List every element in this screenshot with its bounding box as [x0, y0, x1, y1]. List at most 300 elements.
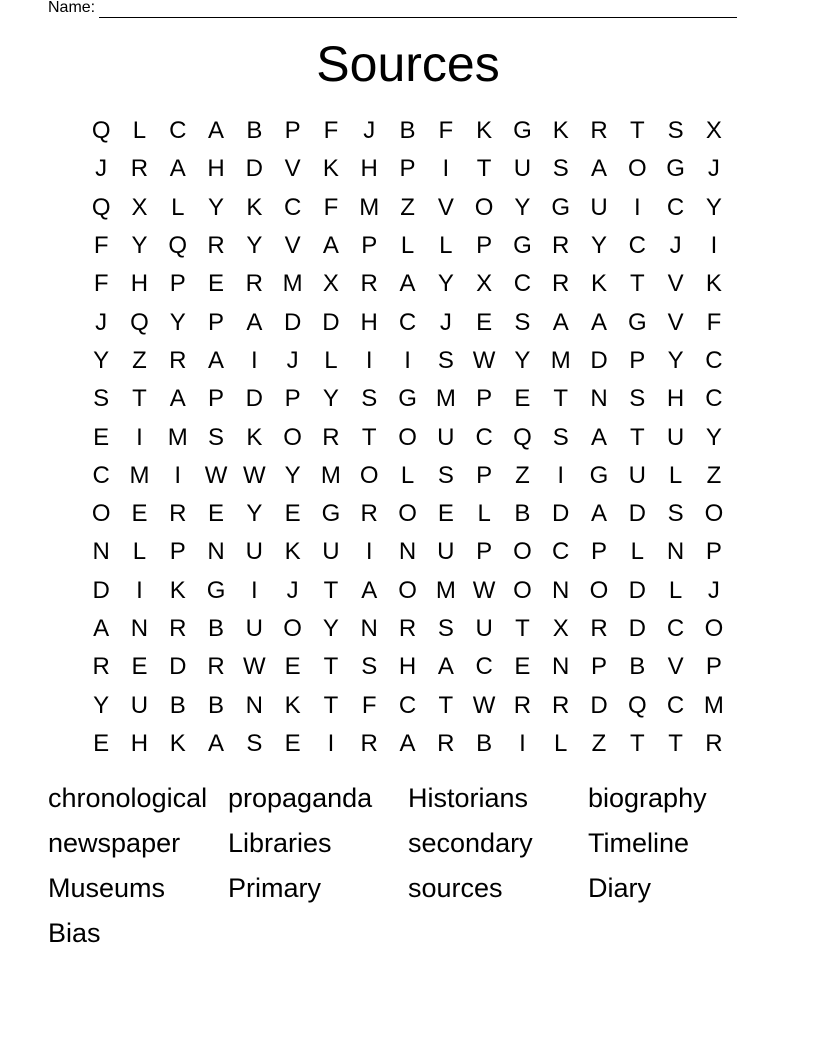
grid-letter[interactable]: A [399, 729, 416, 757]
grid-letter[interactable]: Y [591, 232, 608, 260]
word-list-item: secondary [408, 828, 533, 858]
grid-letter[interactable]: M [129, 461, 150, 489]
grid-letter[interactable]: H [360, 155, 378, 183]
grid-letter[interactable]: E [131, 653, 148, 681]
grid-letter[interactable]: N [130, 615, 149, 642]
grid-letter[interactable]: S [361, 385, 378, 413]
grid-letter[interactable]: S [437, 346, 454, 374]
grid-letter[interactable]: O [283, 615, 302, 642]
grid-letter[interactable]: Y [322, 615, 339, 642]
grid-letter[interactable]: H [207, 155, 225, 183]
word-list-item: Diary [588, 873, 652, 903]
grid-letter[interactable]: R [437, 729, 455, 757]
grid-letter[interactable]: C [628, 232, 646, 260]
grid-letter[interactable]: U [322, 538, 340, 566]
name-input-line[interactable] [99, 2, 737, 18]
grid-letter[interactable]: L [400, 232, 415, 260]
grid-letter[interactable]: L [400, 461, 415, 489]
grid-letter[interactable]: D [628, 615, 646, 642]
grid-letter[interactable]: Y [246, 232, 263, 260]
grid-letter[interactable]: D [590, 691, 608, 719]
grid-letter[interactable]: M [703, 691, 724, 719]
grid-letter[interactable]: U [437, 423, 455, 451]
grid-letter[interactable]: D [590, 346, 608, 374]
grid-letter[interactable]: P [705, 538, 722, 566]
grid-letter[interactable]: L [554, 729, 568, 757]
grid-letter[interactable]: A [361, 576, 378, 604]
grid-letter[interactable]: H [130, 729, 149, 757]
grid-letter[interactable]: H [398, 653, 417, 681]
grid-letter[interactable]: T [438, 691, 454, 719]
grid-letter[interactable]: B [399, 117, 416, 145]
grid-letter[interactable]: G [206, 576, 226, 604]
grid-letter[interactable]: L [132, 117, 147, 145]
grid-letter[interactable]: Y [322, 385, 339, 413]
grid-letter[interactable]: E [284, 653, 301, 681]
grid-letter[interactable]: P [399, 155, 416, 183]
grid-letter[interactable]: R [705, 729, 723, 757]
grid-letter[interactable]: G [551, 193, 571, 221]
word-list-item: Bias [48, 918, 101, 948]
grid-letter[interactable]: A [591, 155, 608, 183]
grid-letter[interactable]: I [136, 423, 143, 451]
word-list-item: propaganda [228, 783, 373, 813]
grid-letter[interactable]: P [208, 308, 225, 336]
grid-letter[interactable]: C [705, 385, 723, 413]
grid-letter[interactable]: P [284, 117, 301, 145]
grid-letter[interactable]: U [666, 423, 685, 451]
grid-letter[interactable]: E [208, 500, 225, 528]
grid-letter[interactable]: N [552, 576, 570, 604]
grid-letter[interactable]: P [476, 232, 493, 260]
grid-letter[interactable]: X [476, 270, 493, 298]
grid-letter[interactable]: R [169, 615, 187, 642]
grid-letter[interactable]: B [514, 500, 531, 528]
grid-letter[interactable]: F [706, 308, 722, 336]
grid-letter[interactable]: T [476, 155, 492, 183]
grid-letter[interactable]: I [633, 193, 641, 221]
grid-letter[interactable]: S [514, 308, 531, 336]
grid-letter[interactable]: U [513, 155, 532, 183]
grid-letter[interactable]: P [476, 538, 493, 566]
grid-letter[interactable]: R [513, 691, 532, 719]
grid-letter[interactable]: C [666, 691, 685, 719]
grid-letter[interactable]: S [361, 653, 378, 681]
grid-letter[interactable]: W [472, 346, 496, 374]
grid-letter[interactable]: S [437, 461, 454, 489]
grid-letter[interactable]: J [286, 576, 299, 604]
grid-letter[interactable]: Y [131, 232, 148, 260]
grid-letter[interactable]: X [552, 615, 569, 642]
grid-letter[interactable]: T [629, 423, 645, 451]
grid-letter[interactable]: E [476, 308, 493, 336]
grid-letter[interactable]: Q [513, 423, 532, 451]
grid-letter[interactable]: E [437, 500, 454, 528]
grid-letter[interactable]: G [627, 308, 647, 336]
grid-letter[interactable]: J [95, 308, 108, 336]
grid-letter[interactable]: R [590, 615, 608, 642]
grid-letter[interactable]: C [475, 423, 493, 451]
grid-letter[interactable]: K [169, 729, 186, 757]
grid-letter[interactable]: R [590, 117, 608, 145]
grid-letter[interactable]: C [398, 691, 417, 719]
grid-letter[interactable]: F [323, 193, 339, 221]
grid-letter[interactable]: U [245, 538, 263, 566]
grid-letter[interactable]: B [246, 117, 263, 145]
grid-letter[interactable]: O [513, 576, 532, 604]
grid-letter[interactable]: W [243, 653, 266, 681]
grid-letter[interactable]: E [131, 500, 148, 528]
grid-letter[interactable]: X [705, 117, 722, 145]
grid-letter[interactable]: O [91, 500, 111, 528]
grid-letter[interactable]: Z [591, 729, 607, 757]
grid-letter[interactable]: L [132, 538, 147, 566]
grid-letter[interactable]: K [705, 270, 722, 298]
grid-letter[interactable]: F [361, 691, 377, 719]
grid-letter[interactable]: E [93, 423, 110, 451]
grid-letter[interactable]: B [629, 653, 646, 681]
grid-letter[interactable]: R [207, 232, 225, 260]
grid-letter[interactable]: W [204, 461, 228, 489]
grid-letter[interactable]: R [552, 691, 570, 719]
grid-letter[interactable]: E [284, 729, 301, 757]
word-list-item: chronological [48, 783, 208, 813]
grid-letter[interactable]: J [286, 346, 299, 374]
name-field-row [48, 0, 737, 18]
grid-letter[interactable]: T [323, 653, 339, 681]
grid-letter[interactable]: I [557, 461, 565, 489]
grid-letter[interactable]: Y [208, 193, 225, 221]
grid-letter[interactable]: G [589, 461, 609, 489]
grid-letter[interactable]: S [629, 385, 646, 413]
grid-letter[interactable]: A [322, 232, 339, 260]
grid-letter[interactable]: V [667, 270, 684, 298]
word-list-item: Libraries [228, 828, 332, 858]
grid-letter[interactable]: S [208, 423, 225, 451]
grid-letter[interactable]: G [321, 500, 341, 528]
grid-letter[interactable]: U [437, 538, 455, 566]
grid-letter[interactable]: S [552, 423, 569, 451]
grid-letter[interactable]: K [169, 576, 186, 604]
grid-letter[interactable]: O [704, 615, 724, 642]
grid-letter[interactable]: Q [168, 232, 188, 260]
grid-letter[interactable]: P [361, 232, 378, 260]
grid-letter[interactable]: I [442, 155, 450, 183]
grid-letter[interactable]: M [320, 461, 341, 489]
grid-letter[interactable]: O [474, 193, 494, 221]
grid-letter[interactable]: O [398, 423, 417, 451]
grid-letter[interactable]: Y [705, 423, 722, 451]
grid-letter[interactable]: M [282, 270, 303, 298]
grid-letter[interactable]: N [245, 691, 263, 719]
grid-letter[interactable]: T [668, 729, 683, 757]
grid-letter[interactable]: U [475, 615, 493, 642]
grid-letter[interactable]: W [472, 691, 496, 719]
grid-letter[interactable]: V [667, 653, 684, 681]
grid-letter[interactable]: P [476, 385, 493, 413]
grid-letter[interactable]: D [628, 500, 646, 528]
grid-letter[interactable]: A [246, 308, 263, 336]
grid-letter[interactable]: V [437, 193, 454, 221]
grid-letter[interactable]: Z [515, 461, 530, 489]
grid-letter[interactable]: T [553, 385, 569, 413]
grid-letter[interactable]: I [710, 232, 718, 260]
grid-letter[interactable]: A [437, 653, 454, 681]
grid-letter[interactable]: U [628, 461, 646, 489]
grid-letter[interactable]: B [208, 615, 225, 642]
grid-letter[interactable]: Z [706, 461, 722, 489]
grid-letter[interactable]: P [169, 270, 186, 298]
grid-letter[interactable]: Y [284, 461, 301, 489]
grid-letter[interactable]: L [439, 232, 453, 260]
grid-letter[interactable]: A [169, 385, 186, 413]
grid-letter[interactable]: Y [93, 346, 110, 374]
grid-letter[interactable]: S [552, 155, 569, 183]
grid-letter[interactable]: I [519, 729, 526, 757]
grid-letter[interactable]: R [245, 270, 263, 298]
grid-letter[interactable]: Z [132, 346, 147, 374]
grid-letter[interactable]: P [705, 653, 722, 681]
grid-letter[interactable]: N [92, 538, 110, 566]
grid-letter[interactable]: E [284, 500, 301, 528]
grid-letter[interactable]: K [322, 155, 339, 183]
grid-letter[interactable]: P [476, 461, 493, 489]
grid-letter[interactable]: K [476, 117, 493, 145]
grid-letter[interactable]: B [208, 691, 225, 719]
grid-letter[interactable]: M [435, 385, 456, 413]
grid-letter[interactable]: A [208, 346, 225, 374]
grid-letter[interactable]: C [283, 193, 302, 221]
grid-letter[interactable]: N [207, 538, 225, 566]
grid-letter[interactable]: T [629, 117, 645, 145]
grid-letter[interactable]: G [513, 117, 532, 145]
grid-letter[interactable]: D [245, 385, 263, 413]
grid-letter[interactable]: R [207, 653, 225, 681]
grid-letter[interactable]: R [360, 500, 378, 528]
grid-letter[interactable]: T [629, 729, 645, 757]
grid-letter[interactable]: K [284, 691, 301, 719]
grid-letter[interactable]: X [322, 270, 339, 298]
grid-letter[interactable]: C [705, 346, 723, 374]
grid-letter[interactable]: K [552, 117, 569, 145]
grid-letter[interactable]: Y [705, 193, 722, 221]
grid-letter[interactable]: L [477, 500, 491, 528]
grid-letter[interactable]: P [629, 346, 646, 374]
grid-letter[interactable]: Y [514, 346, 531, 374]
grid-letter[interactable]: E [514, 385, 531, 413]
grid-letter[interactable]: O [398, 576, 417, 604]
grid-letter[interactable]: J [707, 576, 720, 604]
grid-letter[interactable]: V [667, 308, 684, 336]
grid-letter[interactable]: L [324, 346, 338, 374]
grid-letter[interactable]: Y [514, 193, 531, 221]
word-search-grid [82, 112, 733, 763]
grid-letter[interactable]: L [630, 538, 644, 566]
grid-letter[interactable]: Y [437, 270, 454, 298]
grid-letter[interactable]: M [359, 193, 380, 221]
grid-letter[interactable]: B [169, 691, 186, 719]
grid-letter[interactable]: X [131, 193, 148, 221]
grid-letter[interactable]: A [169, 155, 186, 183]
grid-letter[interactable]: T [132, 385, 147, 413]
grid-letter[interactable]: I [365, 346, 373, 374]
grid-letter[interactable]: D [169, 653, 187, 681]
grid-letter[interactable]: Q [91, 193, 111, 221]
grid-letter[interactable]: W [243, 461, 266, 489]
grid-letter[interactable]: A [399, 270, 416, 298]
grid-letter[interactable]: G [513, 232, 532, 260]
grid-letter[interactable]: Z [400, 193, 415, 221]
word-list [48, 776, 768, 956]
grid-letter[interactable]: S [246, 729, 263, 757]
grid-letter[interactable]: A [591, 308, 608, 336]
grid-letter[interactable]: T [629, 270, 645, 298]
grid-letter[interactable]: C [666, 193, 685, 221]
grid-letter[interactable]: R [552, 232, 570, 260]
grid-letter[interactable]: C [169, 117, 187, 145]
grid-letter[interactable]: J [95, 155, 108, 183]
grid-letter[interactable]: K [591, 270, 608, 298]
grid-letter[interactable]: E [208, 270, 225, 298]
grid-letter[interactable]: I [327, 729, 335, 757]
grid-letter[interactable]: K [284, 538, 301, 566]
grid-letter[interactable]: J [669, 232, 682, 260]
grid-letter[interactable]: A [93, 615, 110, 642]
grid-letter[interactable]: D [245, 155, 263, 183]
grid-letter[interactable]: D [628, 576, 646, 604]
grid-letter[interactable]: Q [91, 117, 111, 145]
grid-letter[interactable]: R [398, 615, 417, 642]
grid-letter[interactable]: C [666, 615, 685, 642]
grid-letter[interactable]: T [323, 691, 339, 719]
grid-letter[interactable]: N [590, 385, 608, 413]
grid-letter[interactable]: P [169, 538, 186, 566]
grid-letter[interactable]: O [283, 423, 302, 451]
grid-letter[interactable]: I [251, 576, 258, 604]
grid-letter[interactable]: O [704, 500, 724, 528]
grid-letter[interactable]: R [552, 270, 570, 298]
grid-letter[interactable]: U [245, 615, 263, 642]
grid-letter[interactable]: R [360, 729, 378, 757]
grid-letter[interactable]: M [435, 576, 456, 604]
grid-letter[interactable]: S [93, 385, 110, 413]
grid-letter[interactable]: A [552, 308, 569, 336]
grid-letter[interactable]: O [627, 155, 647, 183]
grid-letter[interactable]: L [668, 461, 683, 489]
grid-letter[interactable]: E [93, 729, 110, 757]
grid-letter[interactable]: U [590, 193, 608, 221]
grid-letter[interactable]: R [169, 346, 187, 374]
grid-letter[interactable]: E [514, 653, 531, 681]
grid-letter[interactable]: N [666, 538, 685, 566]
grid-letter[interactable]: I [174, 461, 182, 489]
grid-letter[interactable]: S [437, 615, 454, 642]
grid-letter[interactable]: L [668, 576, 683, 604]
grid-letter[interactable]: U [130, 691, 149, 719]
grid-letter[interactable]: Y [246, 500, 263, 528]
grid-letter[interactable]: G [398, 385, 417, 413]
grid-letter[interactable]: H [130, 270, 149, 298]
grid-letter[interactable]: S [667, 117, 684, 145]
grid-letter[interactable]: J [439, 308, 452, 336]
grid-letter[interactable]: F [93, 232, 109, 260]
grid-letter[interactable]: P [284, 385, 301, 413]
grid-letter[interactable]: K [246, 193, 263, 221]
grid-letter[interactable]: V [284, 155, 301, 183]
grid-letter[interactable]: I [136, 576, 143, 604]
grid-letter[interactable]: C [513, 270, 532, 298]
grid-letter[interactable]: H [666, 385, 685, 413]
grid-letter[interactable]: P [208, 385, 225, 413]
grid-letter[interactable]: T [323, 576, 339, 604]
grid-letter[interactable]: Y [93, 691, 110, 719]
grid-letter[interactable]: A [591, 500, 608, 528]
grid-letter[interactable]: B [476, 729, 493, 757]
grid-letter[interactable]: I [251, 346, 258, 374]
grid-letter[interactable]: G [666, 155, 685, 183]
grid-letter[interactable]: D [322, 308, 340, 336]
grid-letter[interactable]: I [365, 538, 373, 566]
grid-letter[interactable]: O [359, 461, 379, 489]
grid-letter[interactable]: R [322, 423, 340, 451]
grid-letter[interactable]: J [363, 117, 376, 145]
grid-letter[interactable]: T [361, 423, 377, 451]
grid-letter[interactable]: T [515, 615, 530, 642]
grid-letter[interactable]: F [438, 117, 454, 145]
grid-letter[interactable]: O [398, 500, 417, 528]
grid-letter[interactable]: Q [627, 691, 647, 719]
grid-letter[interactable]: F [93, 270, 109, 298]
grid-letter[interactable]: C [552, 538, 570, 566]
grid-letter[interactable]: P [591, 653, 608, 681]
grid-letter[interactable]: D [92, 576, 110, 604]
grid-letter[interactable]: C [475, 653, 493, 681]
grid-letter[interactable]: R [92, 653, 110, 681]
grid-letter[interactable]: A [591, 423, 608, 451]
grid-letter[interactable]: Q [130, 308, 149, 336]
grid-letter[interactable]: J [707, 155, 720, 183]
grid-letter[interactable]: I [404, 346, 411, 374]
grid-letter[interactable]: V [284, 232, 301, 260]
word-list-item: Primary [228, 873, 321, 903]
grid-letter[interactable]: Y [169, 308, 186, 336]
grid-letter[interactable]: O [589, 576, 609, 604]
grid-letter[interactable]: C [92, 461, 110, 489]
grid-letter[interactable]: H [360, 308, 378, 336]
grid-letter[interactable]: S [667, 500, 684, 528]
grid-letter[interactable]: O [513, 538, 532, 566]
grid-letter[interactable]: Y [667, 346, 684, 374]
grid-letter[interactable]: P [591, 538, 608, 566]
grid-letter[interactable]: A [208, 729, 225, 757]
grid-letter[interactable]: R [360, 270, 378, 298]
grid-letter[interactable]: W [472, 576, 496, 604]
grid-letter[interactable]: M [167, 423, 188, 451]
grid-letter[interactable]: N [552, 653, 570, 681]
grid-letter[interactable]: M [550, 346, 571, 374]
grid-letter[interactable]: D [552, 500, 570, 528]
grid-letter[interactable]: C [398, 308, 417, 336]
grid-letter[interactable]: R [169, 500, 187, 528]
grid-letter[interactable]: A [208, 117, 225, 145]
grid-letter[interactable]: F [323, 117, 339, 145]
grid-letter[interactable]: N [360, 615, 378, 642]
grid-letter[interactable]: L [171, 193, 185, 221]
grid-letter[interactable]: N [398, 538, 417, 566]
grid-letter[interactable]: R [130, 155, 149, 183]
grid-letter[interactable]: K [246, 423, 263, 451]
grid-letter[interactable]: D [283, 308, 302, 336]
